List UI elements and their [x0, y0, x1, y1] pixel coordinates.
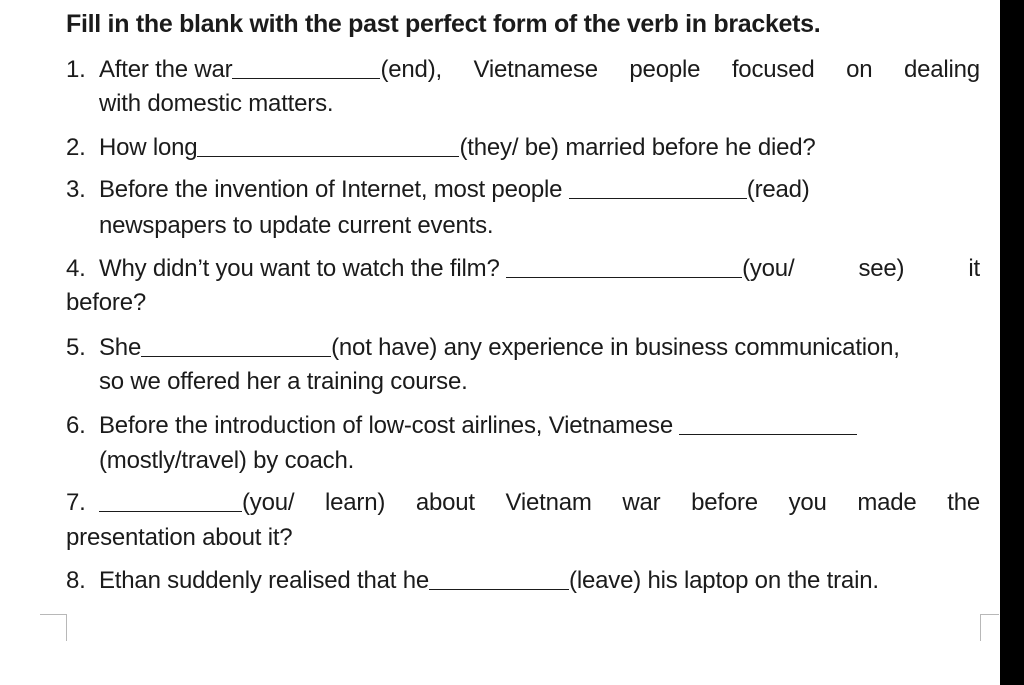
word: Vietnam: [505, 489, 592, 516]
answer-blank[interactable]: [429, 567, 569, 590]
question-number: 8.: [66, 567, 86, 594]
word: dealing: [903, 56, 980, 83]
word: (you/: [242, 489, 295, 516]
question-text: After the war: [99, 56, 233, 83]
margin-corner-mark: [40, 614, 67, 641]
verb-hint: (you/: [742, 255, 795, 282]
answer-blank[interactable]: [99, 489, 242, 512]
word: focused: [731, 56, 815, 83]
verb-hint: (they/ be) married before he died?: [459, 134, 816, 161]
verb-hint: (read): [746, 176, 810, 203]
word: learn): [325, 489, 386, 516]
word: it: [968, 255, 980, 282]
verb-hint: (end),: [380, 56, 442, 83]
question-text: She: [99, 334, 142, 361]
verb-hint: (leave) his laptop on the train.: [569, 567, 879, 594]
question-continuation: so we offered her a training course.: [99, 368, 468, 395]
word: about: [415, 489, 475, 516]
screen-edge-bar: [1000, 0, 1024, 685]
question-number: 5.: [66, 334, 86, 361]
word: the: [947, 489, 980, 516]
word: war: [622, 489, 661, 516]
question-continuation: presentation about it?: [66, 524, 293, 551]
word: you: [788, 489, 827, 516]
question-number: 2.: [66, 134, 86, 161]
question-continuation: newspapers to update current events.: [99, 212, 494, 239]
question-text: Before the introduction of low-cost airlines, Vietnamese: [99, 412, 673, 439]
answer-blank[interactable]: [232, 56, 380, 79]
question-number: 7.: [66, 489, 86, 516]
answer-blank[interactable]: [569, 176, 747, 199]
question-text: Why didn’t you want to watch the film?: [99, 255, 500, 282]
question-continuation: (mostly/travel) by coach.: [99, 447, 355, 474]
answer-blank[interactable]: [679, 412, 857, 435]
question-number: 4.: [66, 255, 86, 282]
verb-hint: (not have) any experience in business communication,: [331, 334, 900, 361]
answer-blank[interactable]: [141, 334, 331, 357]
answer-blank[interactable]: [197, 134, 459, 157]
word: before: [691, 489, 758, 516]
word: see): [858, 255, 905, 282]
question-number: 1.: [66, 56, 86, 83]
margin-corner-mark: [980, 614, 999, 641]
question-number: 3.: [66, 176, 86, 203]
answer-blank[interactable]: [506, 255, 742, 278]
word: on: [846, 56, 873, 83]
question-text: Before the invention of Internet, most people: [99, 176, 563, 203]
question-number: 6.: [66, 412, 86, 439]
question-continuation: with domestic matters.: [99, 90, 334, 117]
word: made: [857, 489, 917, 516]
question-text: Ethan suddenly realised that he: [99, 567, 430, 594]
question-text: How long: [99, 134, 198, 161]
word: people: [629, 56, 701, 83]
word: Vietnamese: [473, 56, 598, 83]
question-continuation: before?: [66, 289, 146, 316]
page-title: Fill in the blank with the past perfect form of the verb in brackets.: [66, 10, 821, 38]
